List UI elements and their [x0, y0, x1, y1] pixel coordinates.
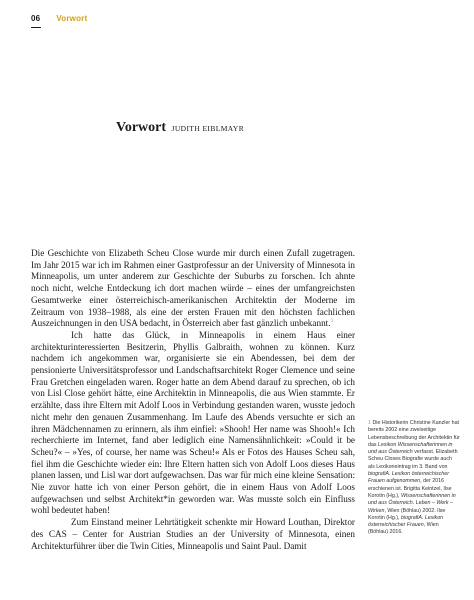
footnote-text-4: , Wien (Böhlau) 2002. Ilse Korotin (Hg.), [368, 507, 446, 521]
body-text [31, 248, 355, 552]
footnote [368, 420, 460, 537]
footnote-text-1: Die Historikerin Christine Kanzler hat bereits 2002 eine zweiseitige Lebensbeschreibung der Architektin für das Lexikon [368, 420, 460, 448]
paragraph-2: Ich hatte das Glück, in Minneapolis in einem Haus einer architekturinteressierten Besitzerin, Phyllis Galbraith, wohnen zu können. Kurz nachdem ich angekommen war, organisierte sie ein Abendessen, bei dem der pensionierte Universitätsprofessor und Landschaftsarchitekt Roger Clemence und seine Frau Gretchen eingeladen waren. Roger hatte an dem Abend darauf zu sprechen, ob ich von Lisl Close gehört hätte, eine Architektin in Minneapolis, die aus Wien stammte. Er erzählte, dass ihre Eltern mit Adolf Loos in Verbindung gestanden waren, wusste jedoch nicht mehr den genauen Zusammenhang. Im Laufe des Abends versuchte er sich an ihren Mädchennamen zu erinnern, als ihm einfiel: »Shooh! Her name was Shooh!« Ich recherchierte im Internet, fand aber lediglich eine Namensähnlichkeit: »Could it be Scheu?« – »Yes, of course, her name was Scheu!« Als er Fotos des Hauses Scheu sah, fiel ihm die Geschichte wieder ein: Ihre Eltern hatten sich von Adolf Loos dieses Haus planen lassen, und Lisl war dort aufgewachsen. Das war für mich eine kleine Sensation: Nie zuvor hatte ich von einer Person gehört, die in einem Haus von Adolf Loos aufgewachsen und selbst Architekt*in geworden war. Was musste solch ein Einfluss wohl bedeutet haben! [31, 329, 355, 516]
chapter-heading: Vorwort [116, 120, 167, 135]
footnote-text-3: , der 2016 erschienen ist. Brigitta Keintzel, Ilse Korotin (Hg.), [368, 478, 452, 499]
paragraph-3: Zum Einstand meiner Lehrtätigkeit schenkte mir Howard Louthan, Direktor des CAS – Center for Austrian Studies an der University of Minnesota, einen Architekturführer über die Twin Cities, Minneapolis und Saint Paul. Damit [31, 517, 355, 551]
footnote-mark: 1 [368, 420, 371, 426]
paragraph-1-text: Die Geschichte von Elizabeth Scheu Close wurde mir durch einen Zufall zugetragen. Im Jahr 2015 war ich im Rahmen einer Gastprofessur an der University of Minnesota in Minneapolis, um unter anderem zur Geschichte der Suburbs zu forschen. Ich ahnte noch nicht, welche Entdeckung ich dort machen würde – eines der umfangreichsten Gesamtwerke einer österreichisch-amerikanischen Architektin der Moderne im Zeitraum von 1938–1988, als eine der ersten Frauen mit den höchsten fachlichen Auszeichnungen in den USA bedacht, in Österreich aber fast gänzlich unbekannt. [31, 248, 355, 329]
footnote-italic-1: Wissenschafterinnen in und aus Österreich [368, 441, 453, 456]
page-number: 06 [31, 14, 41, 23]
page-header [31, 14, 87, 23]
paragraph-1 [31, 248, 355, 330]
chapter-author: JUDITH EIBLMAYR [171, 124, 245, 133]
footnote-reference[interactable]: 1 [330, 318, 334, 325]
footnote-text-5: , Wien (Böhlau) 2016. [368, 522, 439, 536]
chapter-title [116, 120, 244, 136]
section-title: Vorwort [56, 14, 88, 23]
header-rule [31, 27, 41, 28]
footnote-italic-4: biografiA. Lexikon österreichischer Frauen [368, 514, 444, 529]
footnote-text-2: verfasst. Elizabeth Scheu Closes Biografie wurde auch als Lexikoneintrag im 3. Band von [368, 449, 458, 470]
footnote-italic-3: Wissenschafterinnen in und aus Österreich. Leben – Werk – Wirken [368, 492, 456, 514]
footnote-italic-2: biografiA. Lexikon österreichischer Frauen aufgenommen [368, 471, 449, 485]
